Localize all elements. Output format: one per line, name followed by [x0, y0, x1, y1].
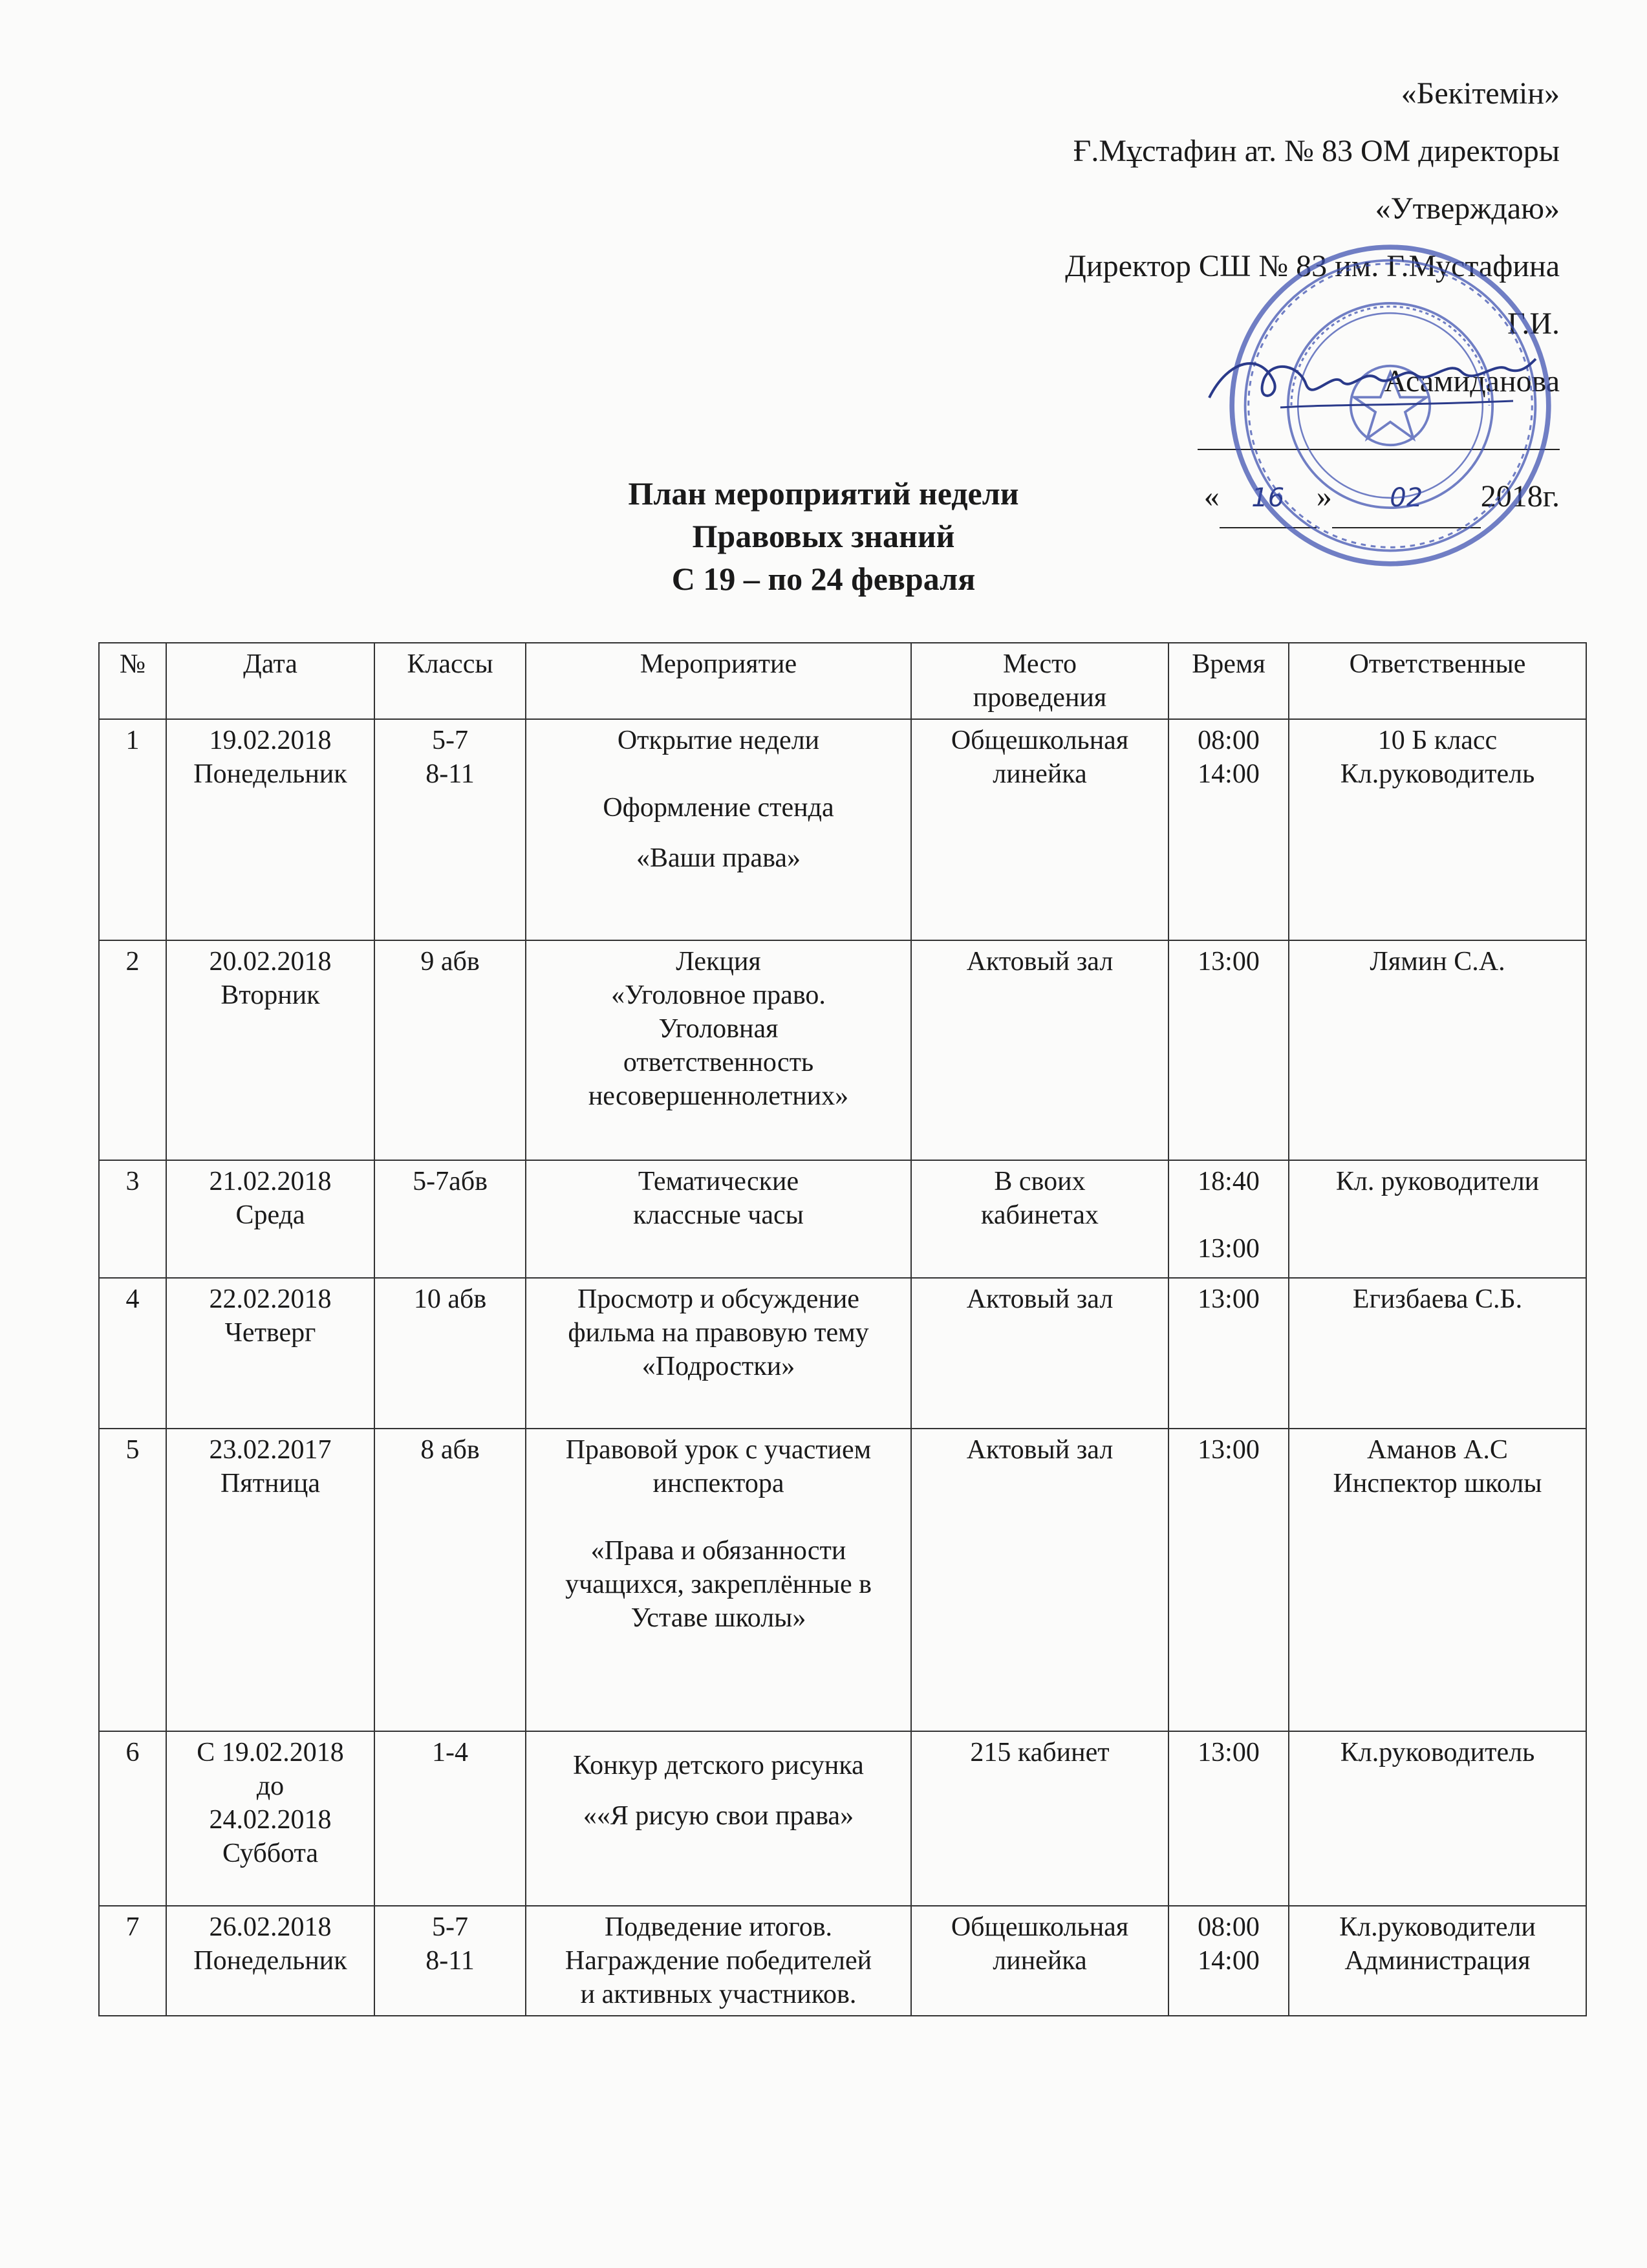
- table-row: [99, 1731, 1586, 1906]
- row-date: 20.02.2018 Вторник: [166, 940, 374, 1160]
- row-resp: Лямин С.А.: [1289, 940, 1586, 1160]
- table-row: [99, 1429, 1586, 1731]
- row-num: 7: [99, 1906, 166, 2016]
- row-classes: 5-7 8-11: [374, 1906, 526, 2016]
- header-place: Место проведения: [911, 643, 1168, 719]
- row-classes: 5-7 8-11: [374, 719, 526, 940]
- table-row: [99, 1278, 1586, 1429]
- row-time: 18:40 13:00: [1168, 1160, 1289, 1278]
- title-line-3: С 19 – по 24 февраля: [671, 561, 976, 597]
- row-place: 215 кабинет: [911, 1731, 1168, 1906]
- row-date: 21.02.2018 Среда: [166, 1160, 374, 1278]
- row-date: 19.02.2018 Понедельник: [166, 719, 374, 940]
- row-num: 5: [99, 1429, 166, 1731]
- row-time: 08:00 14:00: [1168, 719, 1289, 940]
- row-num: 6: [99, 1731, 166, 1906]
- row-place: В своих кабинетах: [911, 1160, 1168, 1278]
- title-line-2: Правовых знаний: [692, 518, 955, 554]
- approval-date: « 16 » 02 2018г.: [1065, 468, 1560, 528]
- table-row: [99, 719, 1586, 940]
- row-date: 26.02.2018 Понедельник: [166, 1906, 374, 2016]
- header-time: Время: [1168, 643, 1289, 719]
- row-place: Актовый зал: [911, 940, 1168, 1160]
- row-resp: Егизбаева С.Б.: [1289, 1278, 1586, 1429]
- row-classes: 10 абв: [374, 1278, 526, 1429]
- row-num: 1: [99, 719, 166, 940]
- row-time: 08:00 14:00: [1168, 1906, 1289, 2016]
- row-resp: Аманов А.С Инспектор школы: [1289, 1429, 1586, 1731]
- row-event: Правовой урок с участием инспектора «Права и обязанности учащихся, закреплённые в Уставе школы»: [526, 1429, 911, 1731]
- row-time: 13:00: [1168, 1429, 1289, 1731]
- row-event: Открытие недели Оформление стенда «Ваши права»: [526, 719, 911, 940]
- row-num: 3: [99, 1160, 166, 1278]
- row-event: Конкур детского рисунка ««Я рисую свои права»: [526, 1731, 911, 1906]
- header-classes: Классы: [374, 643, 526, 719]
- kz-approve: «Бекітемін»: [1401, 76, 1560, 111]
- row-time: 13:00: [1168, 1731, 1289, 1906]
- row-event: Подведение итогов. Награждение победителей и активных участников.: [526, 1906, 911, 2016]
- kz-director: Ғ.Мұстафин ат. № 83 ОМ директоры: [1073, 134, 1560, 168]
- row-resp: 10 Б класс Кл.руководитель: [1289, 719, 1586, 940]
- header-resp: Ответственные: [1289, 643, 1586, 719]
- date-month: 02: [1332, 470, 1481, 528]
- row-date: С 19.02.2018 до 24.02.2018 Суббота: [166, 1731, 374, 1906]
- ru-approve: «Утверждаю»: [1375, 191, 1560, 226]
- page-title: [0, 472, 1647, 600]
- row-date: 23.02.2017 Пятница: [166, 1429, 374, 1731]
- row-classes: 1-4: [374, 1731, 526, 1906]
- date-year: 2018г.: [1480, 479, 1560, 513]
- header-event: Мероприятие: [526, 643, 911, 719]
- header-date: Дата: [166, 643, 374, 719]
- row-num: 4: [99, 1278, 166, 1429]
- row-place: Общешкольная линейка: [911, 1906, 1168, 2016]
- ru-director: Директор СШ № 83 им. Г.Мустафина: [1065, 249, 1560, 283]
- row-event: Тематические классные часы: [526, 1160, 911, 1278]
- date-day: 16: [1220, 470, 1317, 528]
- row-place: Актовый зал: [911, 1429, 1168, 1731]
- row-event: Просмотр и обсуждение фильма на правовую тему «Подростки»: [526, 1278, 911, 1429]
- row-event: Лекция «Уголовное право. Уголовная ответственность несовершеннолетних»: [526, 940, 911, 1160]
- title-line-1: План мероприятий недели: [628, 475, 1019, 512]
- row-resp: Кл. руководители: [1289, 1160, 1586, 1278]
- row-date: 22.02.2018 Четверг: [166, 1278, 374, 1429]
- row-resp: Кл.руководитель: [1289, 1731, 1586, 1906]
- director-surname: Асамиданова: [1384, 364, 1560, 398]
- table-row: [99, 1160, 1586, 1278]
- events-table: [98, 642, 1587, 2016]
- signature-icon: [1203, 346, 1539, 424]
- row-classes: 5-7абв: [374, 1160, 526, 1278]
- row-num: 2: [99, 940, 166, 1160]
- row-resp: Кл.руководители Администрация: [1289, 1906, 1586, 2016]
- director-initials: Г.И.: [1507, 307, 1560, 341]
- row-place: Общешкольная линейка: [911, 719, 1168, 940]
- table-row: [99, 940, 1586, 1160]
- table-row: [99, 1906, 1586, 2016]
- header-num: №: [99, 643, 166, 719]
- row-time: 13:00: [1168, 1278, 1289, 1429]
- table-header-row: [99, 643, 1586, 719]
- row-classes: 8 абв: [374, 1429, 526, 1731]
- row-classes: 9 абв: [374, 940, 526, 1160]
- row-place: Актовый зал: [911, 1278, 1168, 1429]
- row-time: 13:00: [1168, 940, 1289, 1160]
